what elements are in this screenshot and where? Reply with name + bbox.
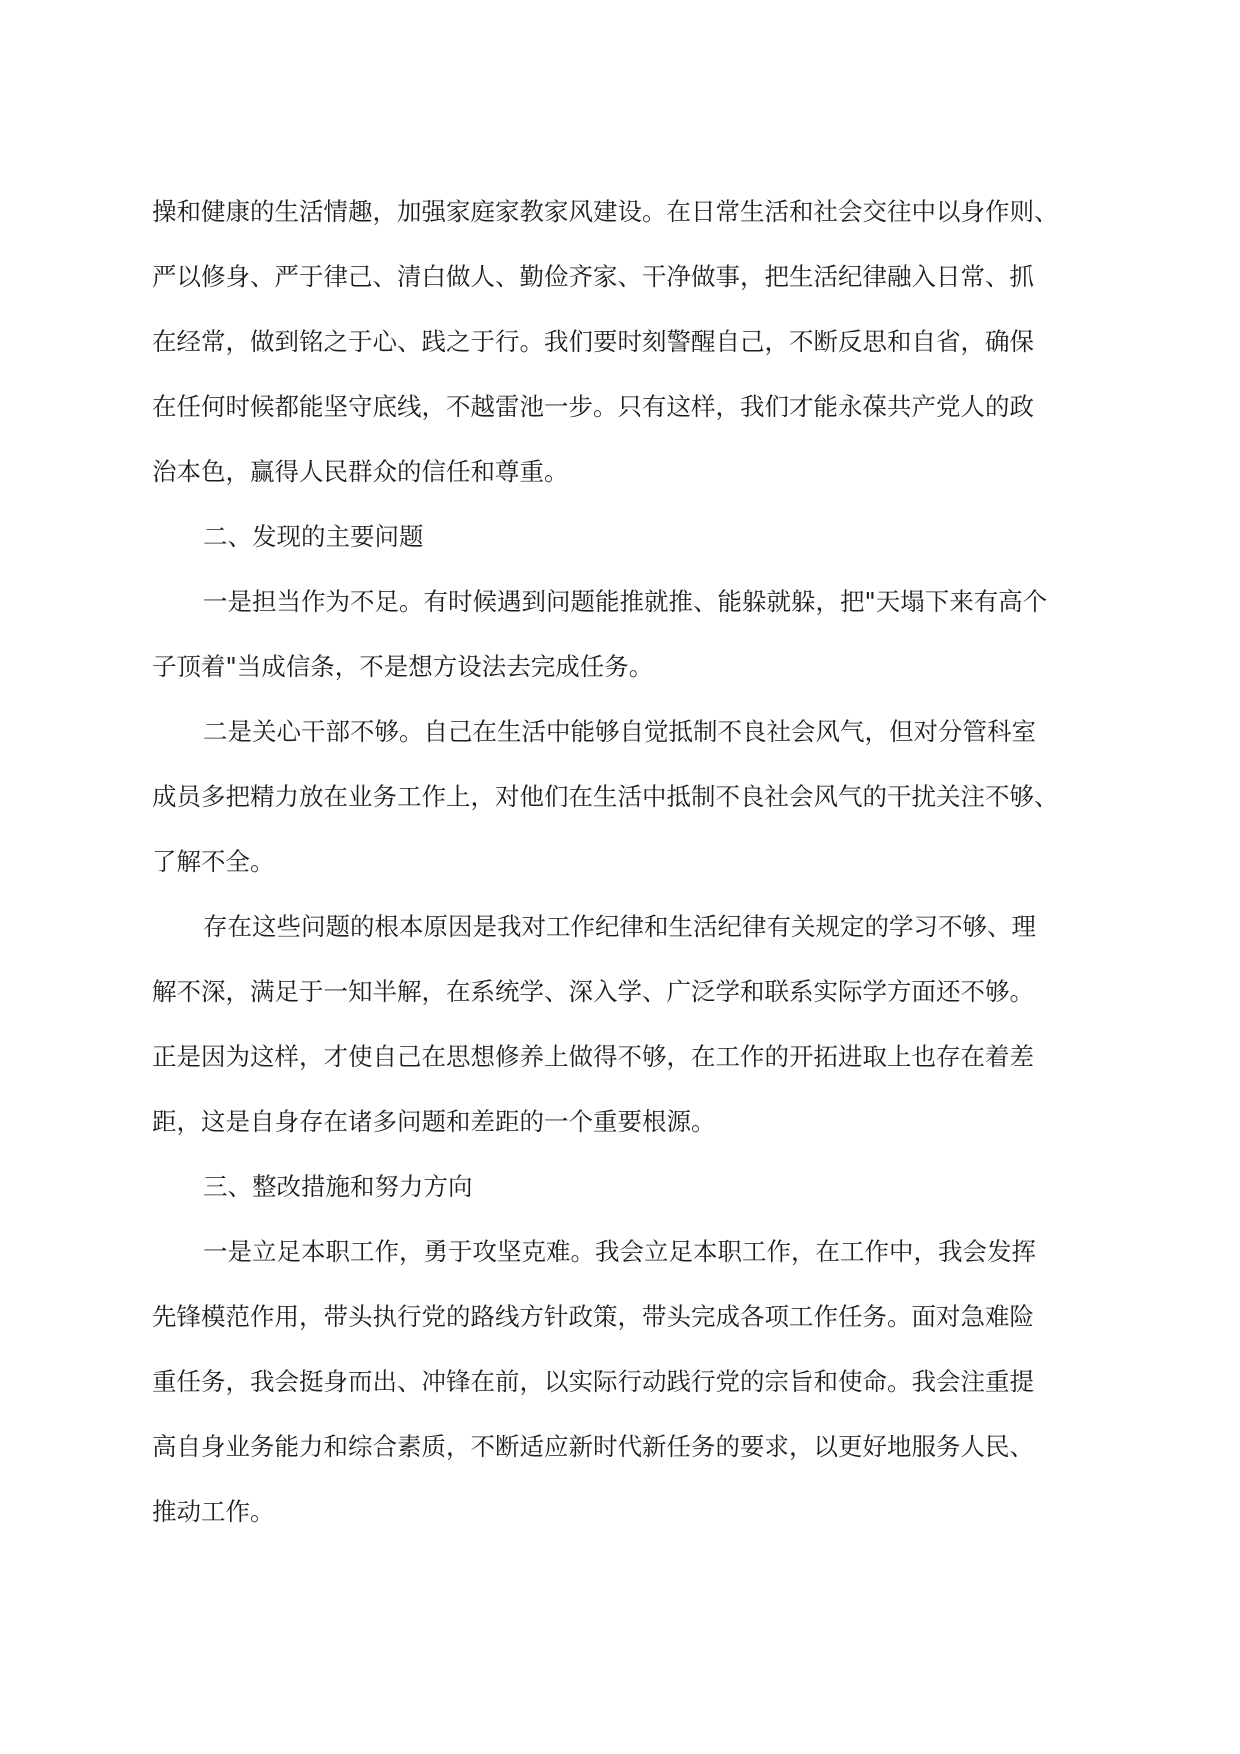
paragraph-line: 在任何时候都能坚守底线，不越雷池一步。只有这样，我们才能永葆共产党人的政 — [152, 392, 1034, 421]
paragraph-line: 距，这是自身存在诸多问题和差距的一个重要根源。 — [152, 1107, 716, 1136]
paragraph-line: 一是立足本职工作，勇于攻坚克难。我会立足本职工作，在工作中，我会发挥 — [203, 1237, 1036, 1266]
paragraph-line: 操和健康的生活情趣，加强家庭家教家风建设。在日常生活和社会交往中以身作则、 — [152, 197, 1059, 226]
paragraph-line: 高自身业务能力和综合素质，不断适应新时代新任务的要求，以更好地服务人民、 — [152, 1432, 1034, 1461]
paragraph-line: 严以修身、严于律己、清白做人、勤俭齐家、干净做事，把生活纪律融入日常、抓 — [152, 262, 1034, 291]
paragraph-line: 解不深，满足于一知半解，在系统学、深入学、广泛学和联系实际学方面还不够。 — [152, 977, 1034, 1006]
paragraph-line: 成员多把精力放在业务工作上，对他们在生活中抵制不良社会风气的干扰关注不够、 — [152, 782, 1059, 811]
paragraph-line: 在经常，做到铭之于心、践之于行。我们要时刻警醒自己，不断反思和自省，确保 — [152, 327, 1034, 356]
paragraph-line: 子顶着"当成信条，不是想方设法去完成任务。 — [152, 652, 654, 681]
paragraph-line: 了解不全。 — [152, 847, 275, 876]
paragraph-line: 先锋模范作用，带头执行党的路线方针政策，带头完成各项工作任务。面对急难险 — [152, 1302, 1034, 1331]
paragraph-line: 存在这些问题的根本原因是我对工作纪律和生活纪律有关规定的学习不够、理 — [203, 912, 1036, 941]
paragraph-line: 推动工作。 — [152, 1497, 275, 1526]
section-heading: 二、发现的主要问题 — [203, 522, 424, 551]
paragraph-line: 正是因为这样，才使自己在思想修养上做得不够，在工作的开拓进取上也存在着差 — [152, 1042, 1034, 1071]
paragraph-line: 二是关心干部不够。自己在生活中能够自觉抵制不良社会风气，但对分管科室 — [203, 717, 1036, 746]
section-heading: 三、整改措施和努力方向 — [203, 1172, 473, 1201]
paragraph-line: 一是担当作为不足。有时候遇到问题能推就推、能躲就躲，把"天塌下来有高个 — [203, 587, 1048, 616]
paragraph-line: 重任务，我会挺身而出、冲锋在前，以实际行动践行党的宗旨和使命。我会注重提 — [152, 1367, 1034, 1396]
paragraph-line: 治本色，赢得人民群众的信任和尊重。 — [152, 457, 569, 486]
